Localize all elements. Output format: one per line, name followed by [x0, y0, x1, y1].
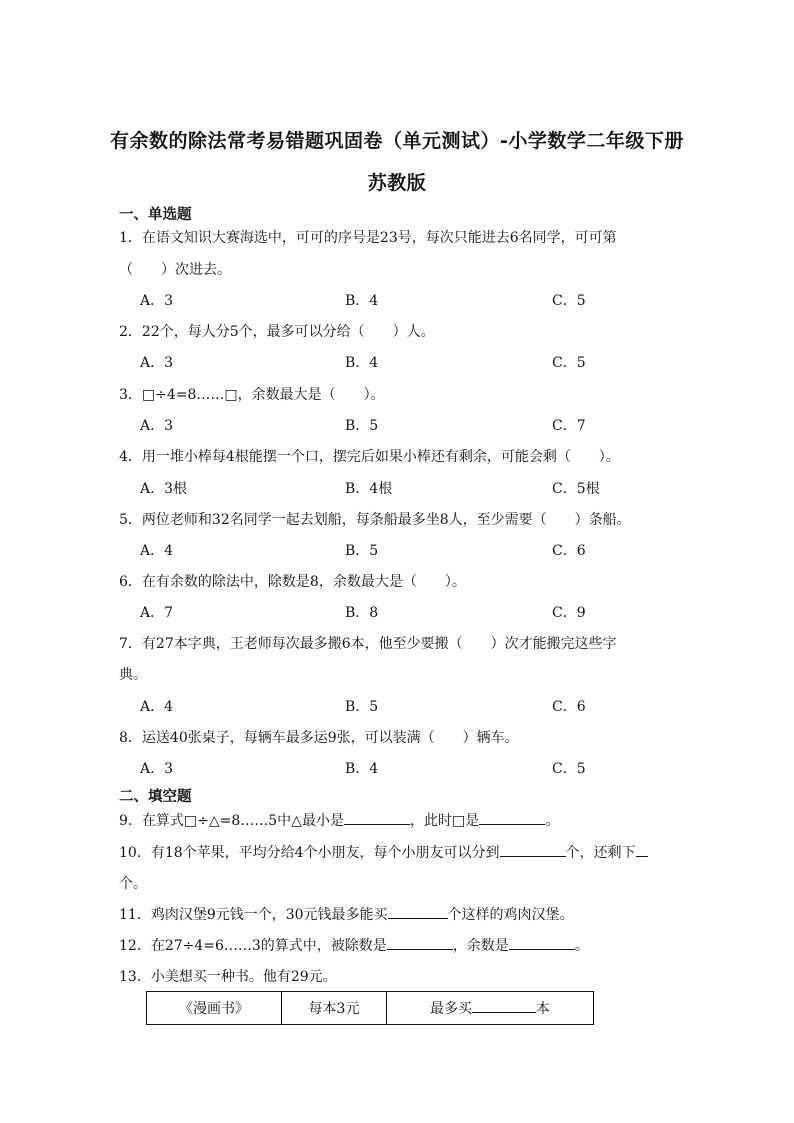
question-9-text-c: 。 [545, 813, 560, 829]
question-13-table [146, 991, 594, 1025]
question-11-text-b: 个这样的鸡肉汉堡。 [447, 907, 574, 923]
question-9 [119, 810, 559, 830]
question-5-text: 5．两位老师和32名同学一起去划船，每条船最多坐8人，至少需要（ ）条船。 [119, 512, 631, 528]
question-5-option-c[interactable]: C．6 [552, 543, 586, 559]
question-3-option-c[interactable]: C．7 [552, 418, 586, 434]
question-9-blank-2[interactable] [479, 810, 545, 825]
question-12 [119, 935, 589, 955]
question-8-option-a[interactable]: A．3 [140, 761, 174, 777]
question-7-option-a[interactable]: A．4 [140, 699, 174, 715]
table-row [147, 992, 594, 1025]
question-12-text-c: 。 [574, 938, 589, 954]
question-7-text-cont: 典。 [119, 667, 147, 683]
question-8-option-b[interactable]: B．4 [345, 761, 379, 777]
question-12-text-a: 12．在27÷4=6……3的算式中，被除数是 [119, 938, 387, 954]
question-2-option-a[interactable]: A．3 [140, 355, 174, 371]
question-7-text: 7．有27本字典，王老师每次最多搬6本，他至少要搬（ ）次才能搬完这些字 [119, 636, 617, 652]
question-10-text-b: 个，还剩下 [565, 845, 636, 861]
table-cell-book: 《漫画书》 [147, 992, 282, 1025]
question-11-blank[interactable] [388, 904, 448, 919]
question-1-option-c[interactable]: C．5 [552, 293, 586, 309]
question-10 [119, 842, 648, 862]
page-subtitle: 苏教版 [367, 172, 427, 194]
table-cell-max [387, 992, 594, 1025]
question-1-text: 1．在语文知识大赛海选中，可可的序号是23号，每次只能进去6名同学，可可第 [119, 230, 617, 246]
question-6-option-c[interactable]: C．9 [552, 605, 586, 621]
section-heading-single-choice: 一、单选题 [119, 207, 192, 223]
question-1-option-a[interactable]: A．3 [140, 293, 174, 309]
question-12-blank-1[interactable] [387, 935, 453, 950]
question-12-blank-2[interactable] [509, 935, 575, 950]
question-4-option-c[interactable]: C．5根 [552, 481, 600, 497]
section-heading-fill-in: 二、填空题 [119, 789, 192, 805]
table-cell-max-text-b: 本 [536, 1001, 550, 1017]
question-10-blank-1[interactable] [500, 842, 566, 857]
page-title: 有余数的除法常考易错题巩固卷（单元测试）-小学数学二年级下册 [110, 130, 684, 152]
question-7-option-c[interactable]: C．6 [552, 699, 586, 715]
question-5-option-a[interactable]: A．4 [140, 543, 174, 559]
question-1-option-b[interactable]: B．4 [345, 293, 379, 309]
question-3-option-a[interactable]: A．3 [140, 418, 174, 434]
question-2-option-c[interactable]: C．5 [552, 355, 586, 371]
question-5-option-b[interactable]: B．5 [345, 543, 379, 559]
question-4-option-a[interactable]: A．3根 [140, 481, 188, 497]
question-8-text: 8．运送40张桌子，每辆车最多运9张，可以装满（ ）辆车。 [119, 730, 519, 746]
question-3-option-b[interactable]: B．5 [345, 418, 379, 434]
question-9-blank-1[interactable] [344, 810, 410, 825]
question-11 [119, 904, 574, 924]
table-cell-max-text-a: 最多买 [430, 1001, 472, 1017]
question-10-text-a: 10．有18个苹果，平均分给4个小朋友，每个小朋友可以分到 [119, 845, 500, 861]
question-10-text-cont: 个。 [119, 876, 147, 892]
question-6-text: 6．在有余数的除法中，除数是8，余数最大是（ ）。 [119, 574, 466, 590]
question-3-text: 3．□÷4=8……□，余数最大是（ ）。 [119, 387, 385, 403]
question-4-text: 4．用一堆小棒每4根能摆一个口，摆完后如果小棒还有剩余，可能会剩（ ）。 [119, 449, 620, 465]
question-10-blank-2[interactable] [636, 842, 648, 857]
question-7-option-b[interactable]: B．5 [345, 699, 379, 715]
question-12-text-b: ，余数是 [452, 938, 509, 954]
question-8-option-c[interactable]: C．5 [552, 761, 586, 777]
table-cell-price: 每本3元 [282, 992, 387, 1025]
question-6-option-b[interactable]: B．8 [345, 605, 379, 621]
question-13-blank[interactable] [472, 998, 536, 1013]
question-2-option-b[interactable]: B．4 [345, 355, 379, 371]
question-9-text-b: ，此时□是 [409, 813, 480, 829]
question-6-option-a[interactable]: A．7 [140, 605, 174, 621]
question-4-option-b[interactable]: B．4根 [345, 481, 393, 497]
question-13-text: 13．小美想买一种书。他有29元。 [119, 969, 337, 985]
question-2-text: 2．22个，每人分5个，最多可以分给（ ）人。 [119, 324, 435, 340]
question-9-text-a: 9．在算式□÷△=8……5中△最小是 [119, 813, 344, 829]
question-11-text-a: 11．鸡肉汉堡9元钱一个，30元钱最多能买 [119, 907, 388, 923]
question-1-text-cont: （ ）次进去。 [119, 262, 231, 278]
